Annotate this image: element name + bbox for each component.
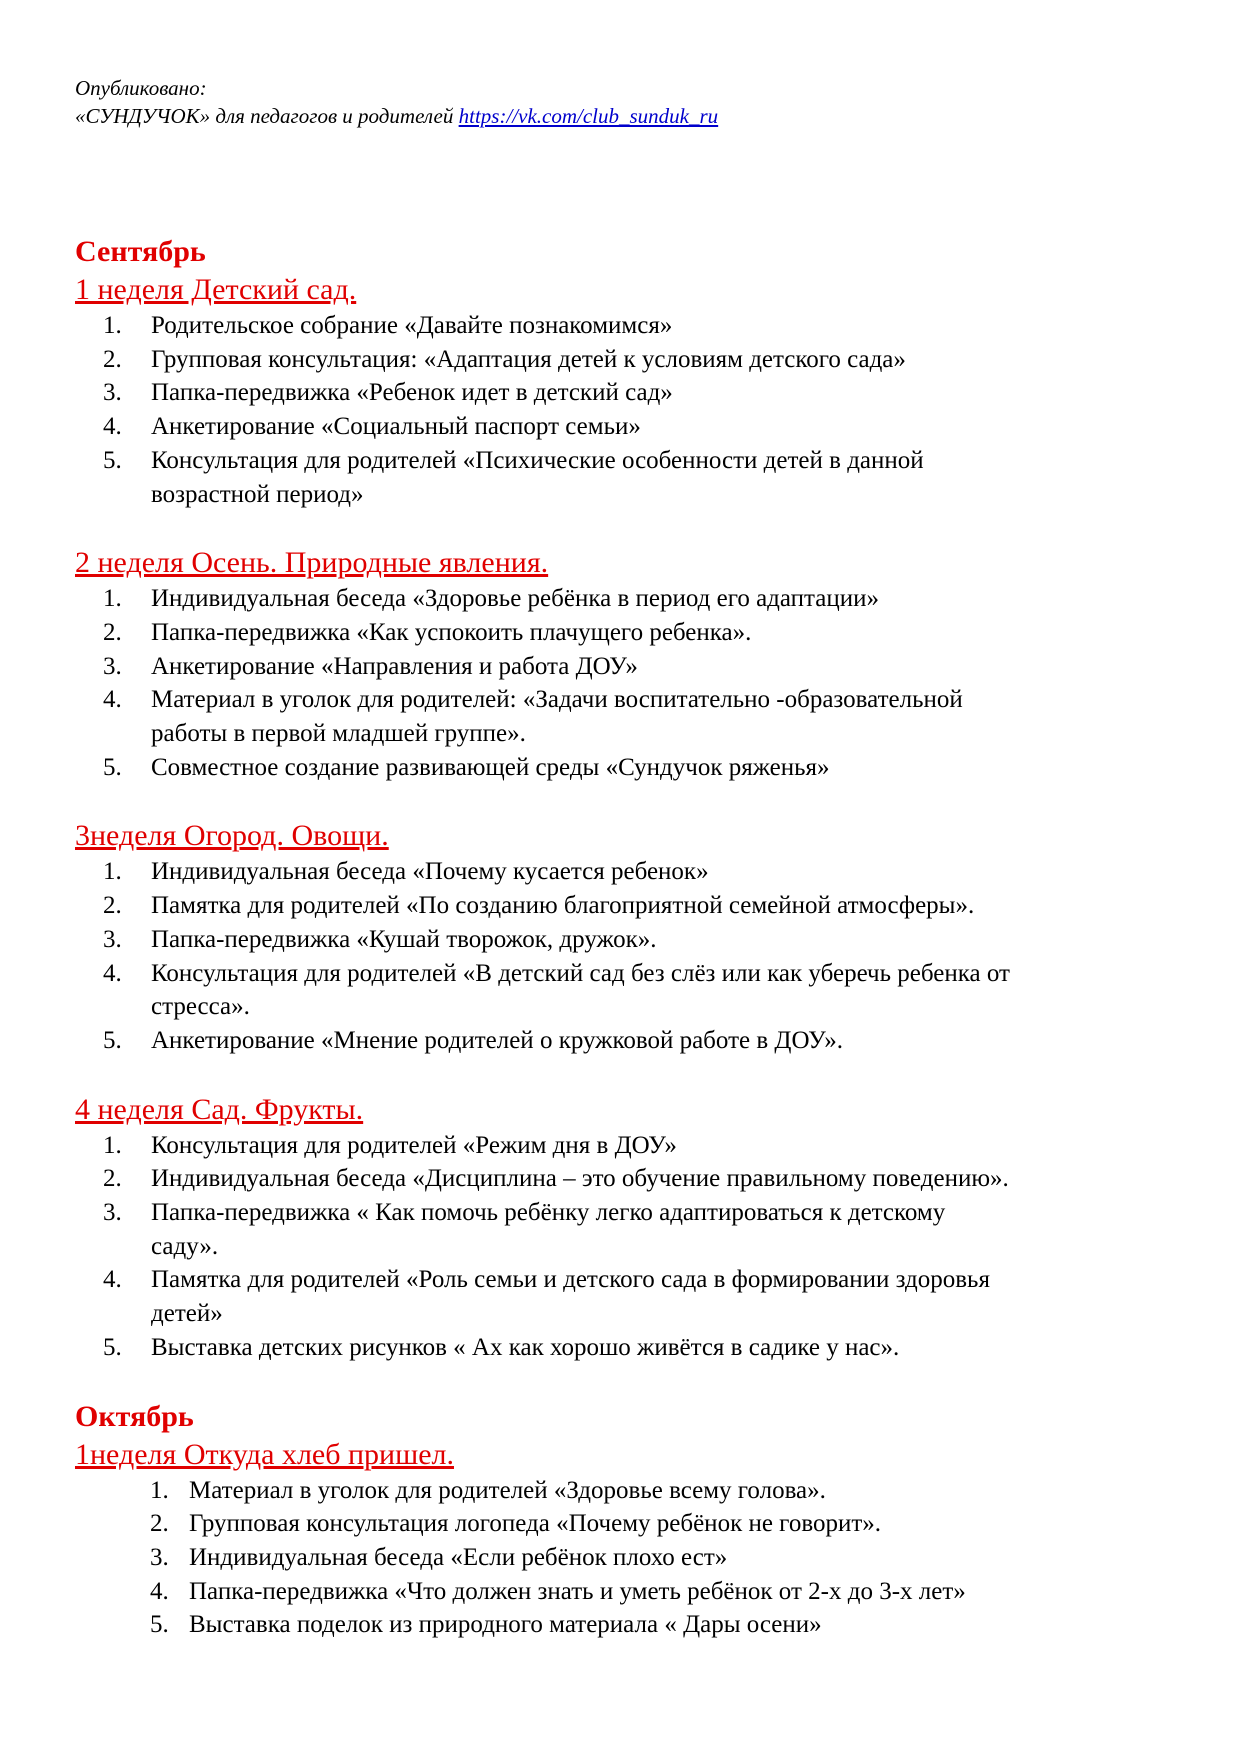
item-text: Родительское собрание «Давайте познакомимся» — [151, 312, 673, 339]
week-heading: 1 неделя Детский сад. — [75, 273, 357, 306]
item-number: 2. — [103, 345, 122, 373]
list-item — [75, 1575, 1185, 1609]
item-text: Индивидуальная беседа «Здоровье ребёнка в период его адаптации» — [151, 585, 880, 613]
item-number: 1. — [103, 312, 122, 339]
item-text: Материал в уголок для родителей: «Задачи воспитательно -образовательной работы в первой младшей группе». — [151, 686, 963, 748]
list-item — [75, 1162, 1185, 1196]
publication-source — [75, 102, 718, 130]
item-text: Совместное создание развивающей среды «Сундучок ряженья» — [151, 753, 830, 781]
week-heading: 2 неделя Осень. Природные явления. — [75, 546, 549, 580]
list-item — [75, 410, 1185, 444]
item-text: Выставка детских рисунков « Ах как хорошо живётся в садике у нас». — [151, 1333, 900, 1361]
item-number: 1. — [150, 1476, 169, 1504]
vk-link[interactable]: https://vk.com/club_sunduk_ru — [458, 104, 719, 128]
activity-list — [75, 582, 1185, 784]
item-text: Папка-передвижка «Что должен знать и уметь ребёнок от 2-х до 3-х лет» — [189, 1577, 966, 1605]
item-text: Групповая консультация логопеда «Почему ребёнок не говорит». — [189, 1510, 882, 1538]
list-item — [75, 923, 1185, 957]
list-item — [75, 616, 1185, 650]
list-item — [75, 889, 1185, 923]
item-number: 3. — [103, 652, 122, 680]
list-item — [75, 751, 1185, 785]
list-item — [75, 650, 1185, 684]
list-item — [75, 1474, 1185, 1508]
item-number: 5. — [150, 1611, 169, 1639]
item-text: Индивидуальная беседа «Если ребёнок плохо ест» — [189, 1543, 728, 1571]
week-heading: 3неделя Огород. Овощи. — [75, 819, 389, 853]
week-heading: 1неделя Откуда хлеб пришел. — [75, 1437, 454, 1471]
item-number: 3. — [150, 1543, 169, 1571]
activity-list — [75, 855, 1185, 1057]
item-number: 2. — [103, 892, 122, 920]
week-heading: 4 неделя Сад. Фрукты. — [75, 1092, 364, 1126]
item-text: Папка-передвижка « Как помочь ребёнку легко адаптироваться к детскому саду». — [151, 1199, 946, 1260]
item-text: Групповая консультация: «Адаптация детей к условиям детского сада» — [151, 345, 906, 373]
list-item — [75, 1129, 1185, 1163]
item-text: Индивидуальная беседа «Дисциплина – это обучение правильному поведению». — [151, 1165, 1009, 1193]
month-heading: Сентябрь — [75, 235, 206, 268]
list-item — [75, 855, 1185, 889]
item-text: Памятка для родителей «Роль семьи и детского сада в формировании здоровья детей» — [151, 1266, 990, 1328]
item-text: Индивидуальная беседа «Почему кусается ребенок» — [151, 858, 709, 886]
list-item — [75, 683, 1185, 750]
list-item — [75, 957, 1185, 1024]
item-number: 1. — [103, 858, 122, 886]
month-heading: Октябрь — [75, 1399, 194, 1433]
spacer — [75, 1365, 1185, 1398]
item-number: 3. — [103, 1199, 122, 1227]
published-label: Опубликовано: — [75, 76, 207, 100]
list-item — [75, 376, 1185, 410]
list-item — [75, 309, 1185, 343]
spacer — [75, 784, 1185, 817]
list-item — [75, 444, 1185, 511]
item-text: Анкетирование «Социальный паспорт семьи» — [151, 413, 641, 441]
item-text: Папка-передвижка «Как успокоить плачущего ребенка». — [151, 618, 752, 646]
item-number: 4. — [103, 413, 122, 441]
item-text: Папка-передвижка «Кушай творожок, дружок». — [151, 925, 657, 953]
list-item — [75, 582, 1185, 616]
item-text: Выставка поделок из природного материала « Дары осени» — [189, 1611, 822, 1639]
item-number: 4. — [103, 959, 122, 987]
activity-list — [75, 1474, 1185, 1643]
publication-note — [75, 74, 718, 130]
document-body — [75, 233, 1185, 1642]
activity-list — [75, 309, 1185, 511]
source-text: «СУНДУЧОК» для педагогов и родителей — [75, 104, 454, 128]
item-number: 1. — [103, 585, 122, 613]
item-text: Консультация для родителей «Психические особенности детей в данной возрастной период» — [151, 446, 924, 508]
item-text: Анкетирование «Направления и работа ДОУ» — [151, 652, 638, 680]
item-number: 5. — [103, 753, 122, 781]
spacer — [75, 511, 1185, 544]
item-number: 2. — [103, 618, 122, 646]
item-text: Папка-передвижка «Ребенок идет в детский сад» — [151, 379, 673, 407]
list-item — [75, 1507, 1185, 1541]
item-number: 2. — [150, 1510, 169, 1538]
item-number: 5. — [103, 446, 122, 474]
item-number: 2. — [103, 1165, 122, 1193]
item-number: 1. — [103, 1131, 122, 1159]
item-text: Консультация для родителей «В детский сад без слёз или как уберечь ребенка от стресса». — [151, 959, 1010, 1021]
list-item — [75, 1608, 1185, 1642]
item-number: 4. — [103, 686, 122, 714]
list-item — [75, 1024, 1185, 1058]
item-text: Материал в уголок для родителей «Здоровье всему голова». — [189, 1476, 826, 1504]
list-item — [75, 1541, 1185, 1575]
item-number: 3. — [103, 925, 122, 953]
list-item — [75, 1263, 1185, 1330]
list-item — [75, 343, 1185, 377]
list-item — [75, 1196, 1185, 1263]
item-text: Консультация для родителей «Режим дня в ДОУ» — [151, 1131, 677, 1159]
list-item — [75, 1331, 1185, 1365]
item-text: Анкетирование «Мнение родителей о кружковой работе в ДОУ». — [151, 1026, 843, 1054]
item-number: 4. — [103, 1266, 122, 1294]
item-number: 3. — [103, 379, 122, 407]
item-text: Памятка для родителей «По созданию благоприятной семейной атмосферы». — [151, 892, 975, 920]
activity-list — [75, 1129, 1185, 1365]
item-number: 4. — [150, 1577, 169, 1605]
item-number: 5. — [103, 1026, 122, 1054]
spacer — [75, 1058, 1185, 1091]
item-number: 5. — [103, 1333, 122, 1361]
